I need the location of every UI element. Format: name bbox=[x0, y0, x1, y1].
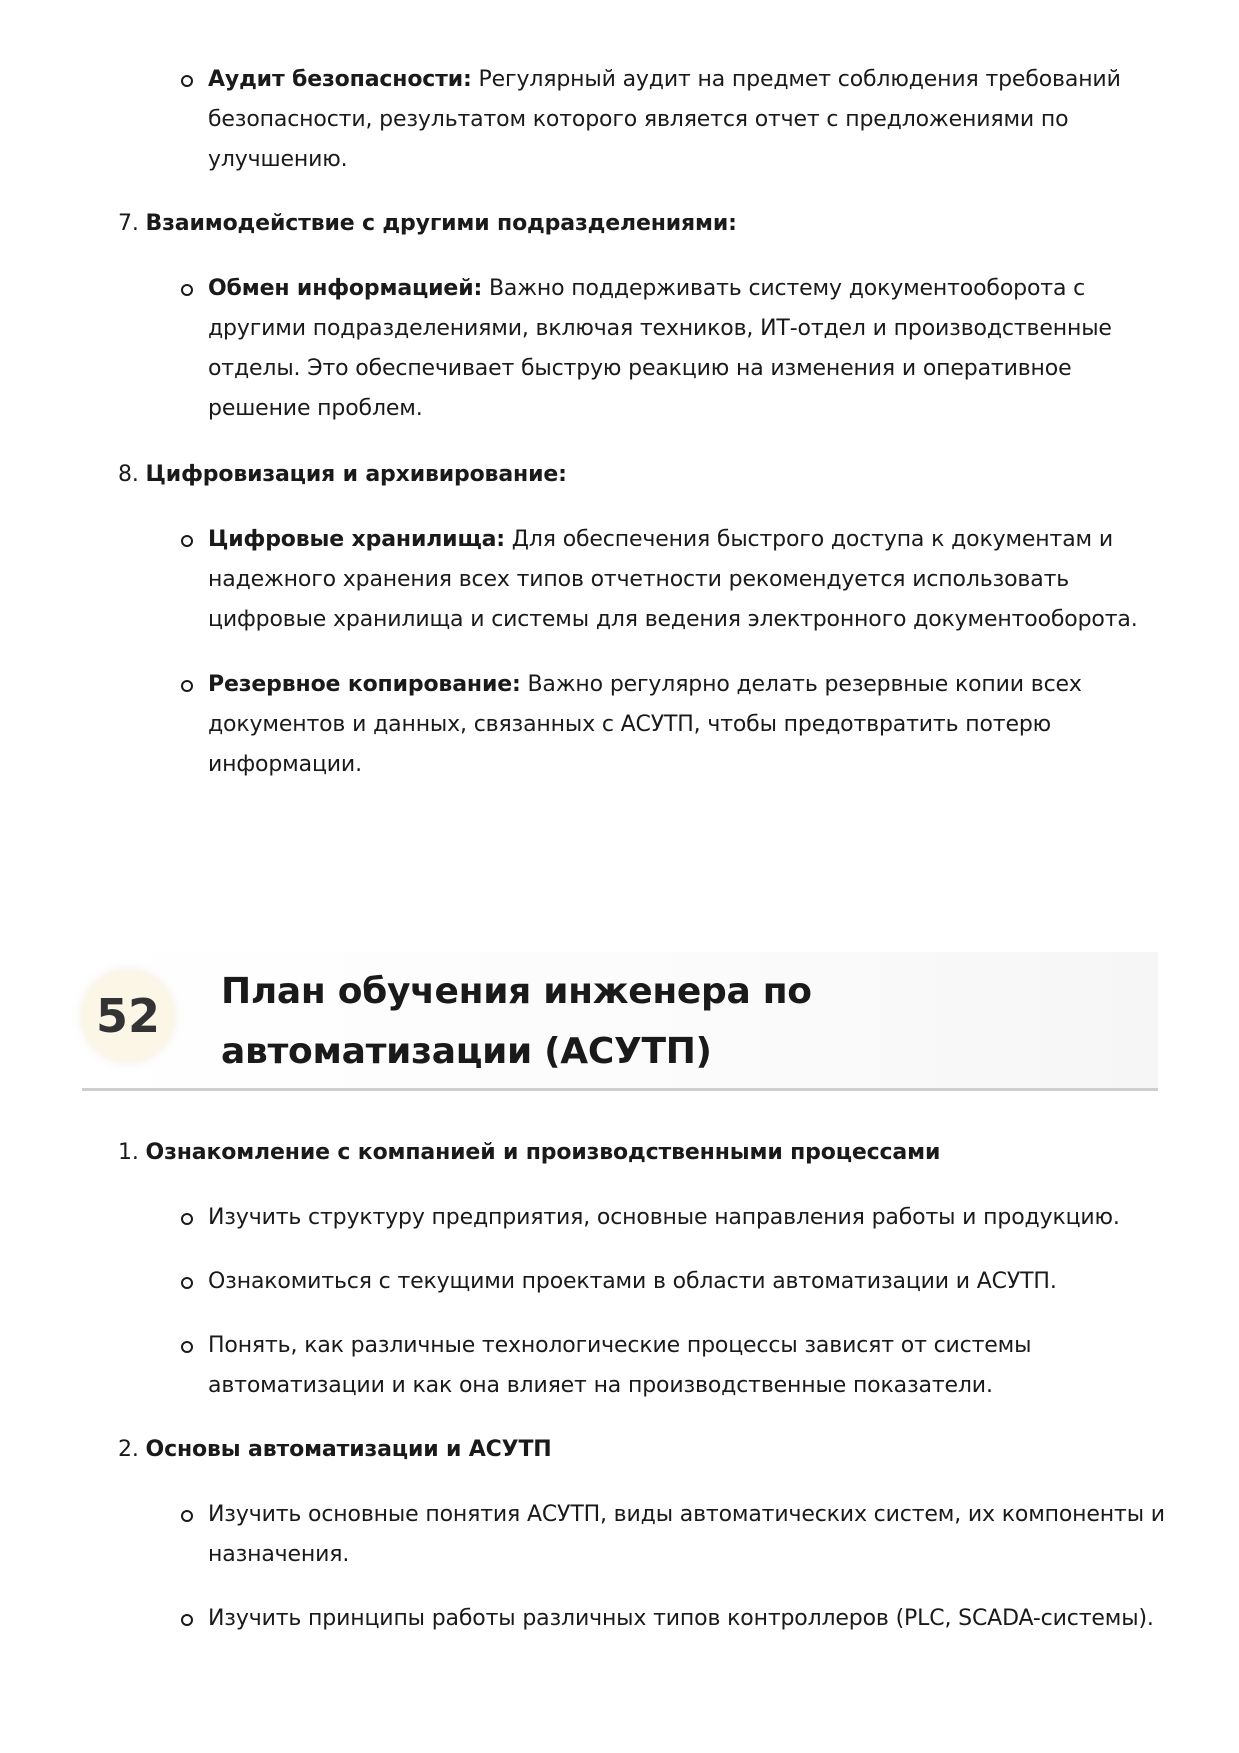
numbered-item-7 bbox=[118, 204, 1118, 244]
circle-bullet-icon bbox=[181, 1510, 193, 1522]
list-item-backup bbox=[208, 665, 1168, 785]
item-text: Понять, как различные технологические процессы зависят от системы автоматизации и как она влияет на производственные показатели. bbox=[208, 1333, 1032, 1398]
circle-bullet-icon bbox=[181, 680, 193, 692]
chapter-divider bbox=[82, 1088, 1158, 1091]
item-title: Ознакомление с компанией и производственными процессами bbox=[145, 1140, 941, 1165]
chapter-title: План обучения инженера по автоматизации (АСУТП) bbox=[221, 971, 812, 1072]
item-title: Основы автоматизации и АСУТП bbox=[145, 1437, 552, 1462]
circle-bullet-icon bbox=[181, 1213, 193, 1225]
item-text: Изучить принципы работы различных типов контроллеров (PLC, SCADA-системы). bbox=[208, 1606, 1154, 1631]
chapter-header bbox=[82, 952, 1158, 1092]
circle-bullet-icon bbox=[181, 1341, 193, 1353]
circle-bullet-icon bbox=[181, 1614, 193, 1626]
numbered-item-1 bbox=[118, 1133, 1118, 1173]
item-title: Цифровизация и архивирование: bbox=[145, 462, 567, 487]
item-text: Изучить структуру предприятия, основные направления работы и продукцию. bbox=[208, 1205, 1120, 1230]
item-lead: Аудит безопасности: bbox=[208, 67, 472, 92]
numbered-item-2 bbox=[118, 1430, 1118, 1470]
item-number: 1. bbox=[118, 1140, 139, 1165]
item-text: Важно регулярно делать резервные копии всех документов и данных, связанных с АСУТП, чтобы предотвратить потерю информации. bbox=[208, 672, 1082, 777]
item-number: 2. bbox=[118, 1437, 139, 1462]
circle-bullet-icon bbox=[181, 535, 193, 547]
chapter-number-badge: 52 bbox=[82, 970, 174, 1062]
circle-bullet-icon bbox=[181, 284, 193, 296]
numbered-item-8 bbox=[118, 455, 1118, 495]
item-text: Для обеспечения быстрого доступа к документам и надежного хранения всех типов отчетности рекомендуется использовать цифровые хранилища и системы для ведения электронного документооборота. bbox=[208, 527, 1138, 632]
item-lead: Обмен информацией: bbox=[208, 276, 483, 301]
circle-bullet-icon bbox=[181, 75, 193, 87]
list-item bbox=[208, 1262, 1168, 1302]
list-item-audit bbox=[208, 60, 1168, 180]
item-text: Регулярный аудит на предмет соблюдения требований безопасности, результатом которого является отчет с предложениями по улучшению. bbox=[208, 67, 1121, 172]
list-item-info-exchange bbox=[208, 269, 1168, 429]
list-item bbox=[208, 1599, 1168, 1639]
list-item bbox=[208, 1198, 1168, 1238]
item-number: 7. bbox=[118, 211, 139, 236]
item-title: Взаимодействие с другими подразделениями: bbox=[145, 211, 737, 236]
item-text: Изучить основные понятия АСУТП, виды автоматических систем, их компоненты и назначения. bbox=[208, 1502, 1165, 1567]
item-text: Важно поддерживать систему документооборота с другими подразделениями, включая техников, ИТ-отдел и производственные отделы. Это обеспечивает быструю реакцию на изменения и оперативное решение проблем. bbox=[208, 276, 1112, 421]
list-item bbox=[208, 1326, 1168, 1406]
item-text: Ознакомиться с текущими проектами в области автоматизации и АСУТП. bbox=[208, 1269, 1057, 1294]
item-number: 8. bbox=[118, 462, 139, 487]
circle-bullet-icon bbox=[181, 1277, 193, 1289]
item-lead: Резервное копирование: bbox=[208, 672, 521, 697]
list-item bbox=[208, 1495, 1168, 1575]
list-item-digital-storage bbox=[208, 520, 1168, 640]
item-lead: Цифровые хранилища: bbox=[208, 527, 505, 552]
